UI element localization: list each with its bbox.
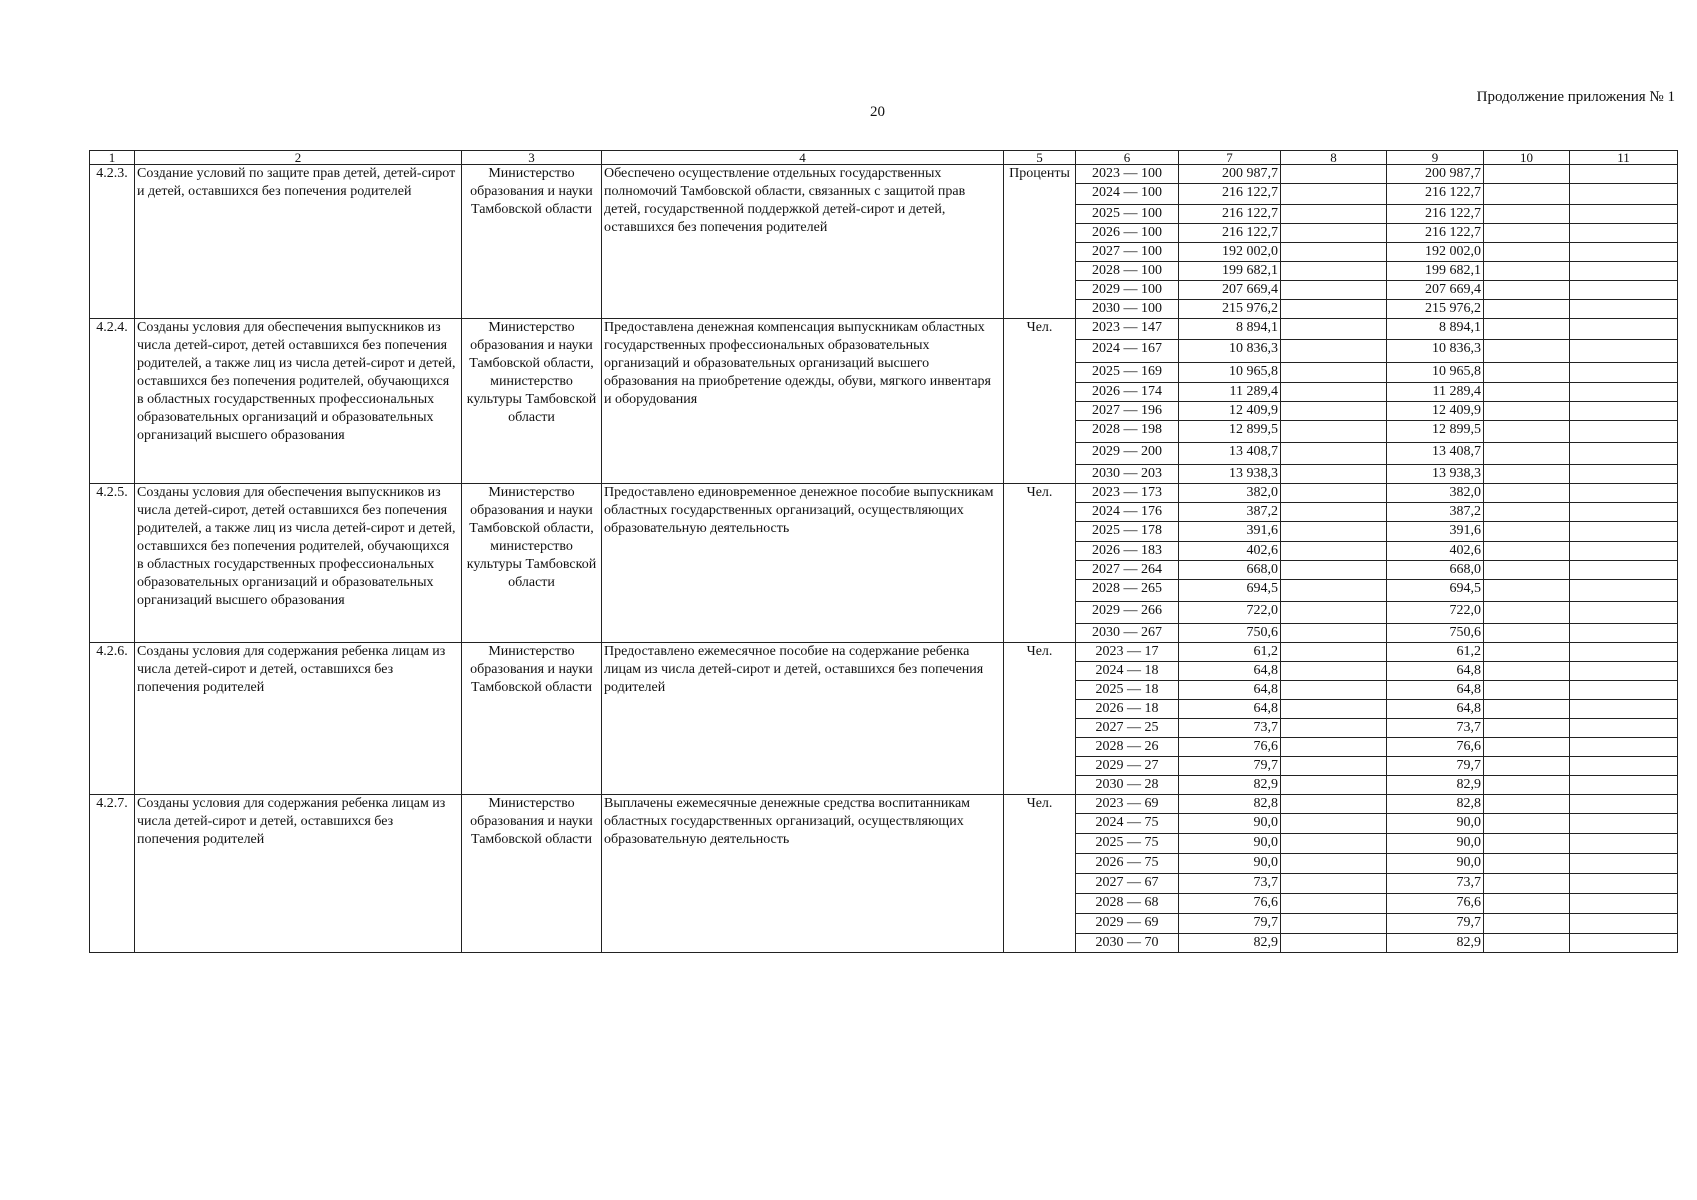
amount-col-11 xyxy=(1570,894,1678,914)
measure-result: Предоставлено ежемесячное пособие на содержание ребенка лицам из числа детей-сирот и детей, оставшихся без попечения родителей xyxy=(602,643,1004,795)
amount-col-11 xyxy=(1570,624,1678,643)
amount-col-11 xyxy=(1570,262,1678,281)
amount-col-11 xyxy=(1570,165,1678,184)
target-year-value: 2029 — 27 xyxy=(1076,757,1179,776)
amount-col-7: 61,2 xyxy=(1179,643,1281,662)
measure-name: Созданы условия для содержания ребенка лицам из числа детей-сирот и детей, оставшихся без попечения родителей xyxy=(135,643,462,795)
target-year-value: 2030 — 28 xyxy=(1076,776,1179,795)
target-year-value: 2024 — 18 xyxy=(1076,662,1179,681)
amount-col-11 xyxy=(1570,874,1678,894)
amount-col-11 xyxy=(1570,363,1678,383)
responsible-executor: Министерство образования и науки Тамбовской области xyxy=(462,643,602,795)
amount-col-10 xyxy=(1484,757,1570,776)
amount-col-11 xyxy=(1570,934,1678,953)
amount-col-7: 13 938,3 xyxy=(1179,465,1281,484)
amount-col-8 xyxy=(1281,402,1387,421)
amount-col-10 xyxy=(1484,363,1570,383)
amount-col-8 xyxy=(1281,894,1387,914)
measure-result: Предоставлено единовременное денежное пособие выпускникам областных государственных организаций, осуществляющих образовательную деятельность xyxy=(602,484,1004,643)
amount-col-11 xyxy=(1570,580,1678,602)
responsible-executor: Министерство образования и науки Тамбовской области, министерство культуры Тамбовской области xyxy=(462,484,602,643)
amount-col-7: 73,7 xyxy=(1179,874,1281,894)
target-year-value: 2026 — 100 xyxy=(1076,224,1179,243)
table-row xyxy=(90,795,1678,814)
appendix-continuation-label: Продолжение приложения № 1 xyxy=(1476,89,1675,105)
amount-col-9: 12 409,9 xyxy=(1387,402,1484,421)
unit-of-measure: Чел. xyxy=(1004,795,1076,953)
amount-col-9: 79,7 xyxy=(1387,914,1484,934)
amount-col-9: 79,7 xyxy=(1387,757,1484,776)
amount-col-7: 73,7 xyxy=(1179,719,1281,738)
measure-result: Обеспечено осуществление отдельных государственных полномочий Тамбовской области, связанных с защитой прав детей, государственной поддержкой детей-сирот и детей, оставшихся без попечения родителей xyxy=(602,165,1004,319)
target-year-value: 2028 — 198 xyxy=(1076,421,1179,443)
target-year-value: 2023 — 69 xyxy=(1076,795,1179,814)
target-year-value: 2024 — 100 xyxy=(1076,184,1179,205)
amount-col-9: 10 965,8 xyxy=(1387,363,1484,383)
target-year-value: 2026 — 183 xyxy=(1076,542,1179,561)
amount-col-11 xyxy=(1570,542,1678,561)
target-year-value: 2024 — 75 xyxy=(1076,814,1179,834)
amount-col-10 xyxy=(1484,402,1570,421)
amount-col-7: 10 836,3 xyxy=(1179,340,1281,363)
measure-name: Созданы условия для содержания ребенка лицам из числа детей-сирот и детей, оставшихся без попечения родителей xyxy=(135,795,462,953)
amount-col-8 xyxy=(1281,662,1387,681)
amount-col-8 xyxy=(1281,503,1387,522)
amount-col-10 xyxy=(1484,854,1570,874)
amount-col-8 xyxy=(1281,281,1387,300)
column-header-6: 6 xyxy=(1076,151,1179,165)
target-year-value: 2023 — 173 xyxy=(1076,484,1179,503)
amount-col-8 xyxy=(1281,319,1387,340)
amount-col-8 xyxy=(1281,522,1387,542)
amount-col-11 xyxy=(1570,854,1678,874)
amount-col-11 xyxy=(1570,719,1678,738)
amount-col-7: 8 894,1 xyxy=(1179,319,1281,340)
amount-col-11 xyxy=(1570,184,1678,205)
amount-col-8 xyxy=(1281,243,1387,262)
amount-col-8 xyxy=(1281,934,1387,953)
amount-col-11 xyxy=(1570,602,1678,624)
amount-col-11 xyxy=(1570,484,1678,503)
amount-col-10 xyxy=(1484,914,1570,934)
unit-of-measure: Чел. xyxy=(1004,484,1076,643)
amount-col-8 xyxy=(1281,300,1387,319)
amount-col-11 xyxy=(1570,738,1678,757)
amount-col-9: 76,6 xyxy=(1387,738,1484,757)
target-year-value: 2027 — 196 xyxy=(1076,402,1179,421)
target-year-value: 2024 — 167 xyxy=(1076,340,1179,363)
amount-col-11 xyxy=(1570,224,1678,243)
amount-col-8 xyxy=(1281,834,1387,854)
amount-col-7: 90,0 xyxy=(1179,854,1281,874)
measure-result: Предоставлена денежная компенсация выпускникам областных государственных профессиональных образовательных организаций и образовательных организаций высшего образования на приобретение одежды, обуви, мягкого инвентаря и оборудования xyxy=(602,319,1004,484)
unit-of-measure: Проценты xyxy=(1004,165,1076,319)
table-row xyxy=(90,165,1678,184)
amount-col-10 xyxy=(1484,643,1570,662)
amount-col-9: 216 122,7 xyxy=(1387,224,1484,243)
amount-col-8 xyxy=(1281,795,1387,814)
amount-col-7: 79,7 xyxy=(1179,757,1281,776)
amount-col-8 xyxy=(1281,624,1387,643)
target-year-value: 2025 — 178 xyxy=(1076,522,1179,542)
amount-col-8 xyxy=(1281,602,1387,624)
measure-name: Созданы условия для обеспечения выпускников из числа детей-сирот, детей оставшихся без попечения родителей, а также лиц из числа детей-сирот и детей, оставшихся без попечения родителей, обучающихся в областных государственных профессиональных образовательных организаций и образовательных организаций высшего образования xyxy=(135,484,462,643)
amount-col-11 xyxy=(1570,776,1678,795)
amount-col-10 xyxy=(1484,700,1570,719)
amount-col-9: 73,7 xyxy=(1387,719,1484,738)
amount-col-10 xyxy=(1484,795,1570,814)
unit-of-measure: Чел. xyxy=(1004,319,1076,484)
amount-col-9: 668,0 xyxy=(1387,561,1484,580)
responsible-executor: Министерство образования и науки Тамбовской области, министерство культуры Тамбовской области xyxy=(462,319,602,484)
table-row xyxy=(90,643,1678,662)
amount-col-8 xyxy=(1281,580,1387,602)
amount-col-7: 76,6 xyxy=(1179,894,1281,914)
amount-col-11 xyxy=(1570,814,1678,834)
amount-col-11 xyxy=(1570,643,1678,662)
amount-col-9: 90,0 xyxy=(1387,854,1484,874)
amount-col-9: 12 899,5 xyxy=(1387,421,1484,443)
amount-col-8 xyxy=(1281,465,1387,484)
amount-col-8 xyxy=(1281,561,1387,580)
amount-col-9: 402,6 xyxy=(1387,542,1484,561)
amount-col-10 xyxy=(1484,281,1570,300)
measure-code: 4.2.4. xyxy=(90,319,135,484)
amount-col-8 xyxy=(1281,700,1387,719)
amount-col-10 xyxy=(1484,561,1570,580)
amount-col-7: 76,6 xyxy=(1179,738,1281,757)
column-header-5: 5 xyxy=(1004,151,1076,165)
amount-col-7: 216 122,7 xyxy=(1179,184,1281,205)
amount-col-8 xyxy=(1281,421,1387,443)
amount-col-7: 382,0 xyxy=(1179,484,1281,503)
target-year-value: 2025 — 169 xyxy=(1076,363,1179,383)
amount-col-10 xyxy=(1484,662,1570,681)
amount-col-8 xyxy=(1281,484,1387,503)
column-header-8: 8 xyxy=(1281,151,1387,165)
target-year-value: 2025 — 100 xyxy=(1076,205,1179,224)
amount-col-10 xyxy=(1484,262,1570,281)
amount-col-7: 10 965,8 xyxy=(1179,363,1281,383)
target-year-value: 2027 — 25 xyxy=(1076,719,1179,738)
amount-col-10 xyxy=(1484,738,1570,757)
amount-col-8 xyxy=(1281,383,1387,402)
amount-col-9: 64,8 xyxy=(1387,662,1484,681)
amount-col-8 xyxy=(1281,165,1387,184)
amount-col-8 xyxy=(1281,205,1387,224)
amount-col-9: 216 122,7 xyxy=(1387,205,1484,224)
amount-col-11 xyxy=(1570,757,1678,776)
amount-col-11 xyxy=(1570,443,1678,465)
amount-col-10 xyxy=(1484,624,1570,643)
column-header-11: 11 xyxy=(1570,151,1678,165)
amount-col-7: 722,0 xyxy=(1179,602,1281,624)
amount-col-11 xyxy=(1570,243,1678,262)
amount-col-7: 64,8 xyxy=(1179,700,1281,719)
amount-col-10 xyxy=(1484,681,1570,700)
amount-col-11 xyxy=(1570,914,1678,934)
amount-col-7: 12 409,9 xyxy=(1179,402,1281,421)
amount-col-11 xyxy=(1570,522,1678,542)
target-year-value: 2025 — 18 xyxy=(1076,681,1179,700)
target-year-value: 2029 — 200 xyxy=(1076,443,1179,465)
column-header-3: 3 xyxy=(462,151,602,165)
amount-col-11 xyxy=(1570,834,1678,854)
column-header-1: 1 xyxy=(90,151,135,165)
page-number: 20 xyxy=(870,104,885,120)
amount-col-10 xyxy=(1484,580,1570,602)
amount-col-11 xyxy=(1570,503,1678,522)
amount-col-11 xyxy=(1570,421,1678,443)
target-year-value: 2026 — 174 xyxy=(1076,383,1179,402)
target-year-value: 2025 — 75 xyxy=(1076,834,1179,854)
amount-col-10 xyxy=(1484,602,1570,624)
amount-col-10 xyxy=(1484,894,1570,914)
amount-col-10 xyxy=(1484,484,1570,503)
amount-col-10 xyxy=(1484,184,1570,205)
amount-col-7: 694,5 xyxy=(1179,580,1281,602)
amount-col-8 xyxy=(1281,814,1387,834)
target-year-value: 2026 — 75 xyxy=(1076,854,1179,874)
amount-col-10 xyxy=(1484,465,1570,484)
amount-col-8 xyxy=(1281,363,1387,383)
column-header-4: 4 xyxy=(602,151,1004,165)
amount-col-8 xyxy=(1281,184,1387,205)
amount-col-10 xyxy=(1484,522,1570,542)
amount-col-11 xyxy=(1570,700,1678,719)
amount-col-7: 391,6 xyxy=(1179,522,1281,542)
amount-col-10 xyxy=(1484,934,1570,953)
amount-col-7: 82,9 xyxy=(1179,776,1281,795)
amount-col-10 xyxy=(1484,224,1570,243)
amount-col-10 xyxy=(1484,542,1570,561)
amount-col-8 xyxy=(1281,738,1387,757)
amount-col-9: 8 894,1 xyxy=(1387,319,1484,340)
amount-col-10 xyxy=(1484,383,1570,402)
table-body xyxy=(90,151,1678,953)
table-row xyxy=(90,319,1678,340)
amount-col-8 xyxy=(1281,874,1387,894)
column-header-7: 7 xyxy=(1179,151,1281,165)
amount-col-11 xyxy=(1570,281,1678,300)
amount-col-11 xyxy=(1570,319,1678,340)
amount-col-9: 215 976,2 xyxy=(1387,300,1484,319)
amount-col-11 xyxy=(1570,795,1678,814)
amount-col-7: 82,8 xyxy=(1179,795,1281,814)
amount-col-7: 199 682,1 xyxy=(1179,262,1281,281)
amount-col-9: 13 938,3 xyxy=(1387,465,1484,484)
amount-col-9: 11 289,4 xyxy=(1387,383,1484,402)
amount-col-10 xyxy=(1484,503,1570,522)
amount-col-7: 64,8 xyxy=(1179,681,1281,700)
target-year-value: 2024 — 176 xyxy=(1076,503,1179,522)
target-year-value: 2029 — 266 xyxy=(1076,602,1179,624)
amount-col-11 xyxy=(1570,662,1678,681)
target-year-value: 2028 — 68 xyxy=(1076,894,1179,914)
amount-col-9: 73,7 xyxy=(1387,874,1484,894)
amount-col-10 xyxy=(1484,243,1570,262)
target-year-value: 2023 — 147 xyxy=(1076,319,1179,340)
amount-col-9: 61,2 xyxy=(1387,643,1484,662)
amount-col-10 xyxy=(1484,421,1570,443)
responsible-executor: Министерство образования и науки Тамбовской области xyxy=(462,165,602,319)
amount-col-7: 215 976,2 xyxy=(1179,300,1281,319)
amount-col-11 xyxy=(1570,681,1678,700)
amount-col-9: 387,2 xyxy=(1387,503,1484,522)
amount-col-9: 391,6 xyxy=(1387,522,1484,542)
amount-col-7: 79,7 xyxy=(1179,914,1281,934)
target-year-value: 2027 — 264 xyxy=(1076,561,1179,580)
target-year-value: 2030 — 203 xyxy=(1076,465,1179,484)
amount-col-7: 387,2 xyxy=(1179,503,1281,522)
amount-col-10 xyxy=(1484,834,1570,854)
amount-col-9: 216 122,7 xyxy=(1387,184,1484,205)
measure-code: 4.2.6. xyxy=(90,643,135,795)
target-year-value: 2023 — 17 xyxy=(1076,643,1179,662)
amount-col-9: 82,8 xyxy=(1387,795,1484,814)
amount-col-10 xyxy=(1484,340,1570,363)
amount-col-8 xyxy=(1281,757,1387,776)
amount-col-9: 200 987,7 xyxy=(1387,165,1484,184)
amount-col-10 xyxy=(1484,205,1570,224)
amount-col-7: 750,6 xyxy=(1179,624,1281,643)
target-year-value: 2023 — 100 xyxy=(1076,165,1179,184)
target-year-value: 2028 — 100 xyxy=(1076,262,1179,281)
column-number-header xyxy=(90,151,1678,165)
measure-name: Созданы условия для обеспечения выпускников из числа детей-сирот, детей оставшихся без попечения родителей, а также лиц из числа детей-сирот и детей, оставшихся без попечения родителей, обучающихся в областных государственных профессиональных образовательных организаций и образовательных организаций высшего образования xyxy=(135,319,462,484)
amount-col-11 xyxy=(1570,300,1678,319)
amount-col-9: 64,8 xyxy=(1387,681,1484,700)
amount-col-9: 382,0 xyxy=(1387,484,1484,503)
amount-col-7: 90,0 xyxy=(1179,814,1281,834)
amount-col-8 xyxy=(1281,443,1387,465)
target-year-value: 2029 — 69 xyxy=(1076,914,1179,934)
amount-col-11 xyxy=(1570,205,1678,224)
amount-col-7: 216 122,7 xyxy=(1179,224,1281,243)
amount-col-7: 12 899,5 xyxy=(1179,421,1281,443)
target-year-value: 2028 — 26 xyxy=(1076,738,1179,757)
amount-col-9: 76,6 xyxy=(1387,894,1484,914)
unit-of-measure: Чел. xyxy=(1004,643,1076,795)
amount-col-8 xyxy=(1281,914,1387,934)
amount-col-9: 694,5 xyxy=(1387,580,1484,602)
amount-col-7: 402,6 xyxy=(1179,542,1281,561)
measure-name: Создание условий по защите прав детей, детей-сирот и детей, оставшихся без попечения родителей xyxy=(135,165,462,319)
amount-col-9: 82,9 xyxy=(1387,776,1484,795)
amount-col-10 xyxy=(1484,776,1570,795)
amount-col-9: 90,0 xyxy=(1387,834,1484,854)
amount-col-8 xyxy=(1281,776,1387,795)
amount-col-9: 750,6 xyxy=(1387,624,1484,643)
amount-col-7: 11 289,4 xyxy=(1179,383,1281,402)
program-measures-table xyxy=(89,150,1678,953)
amount-col-9: 82,9 xyxy=(1387,934,1484,953)
amount-col-7: 64,8 xyxy=(1179,662,1281,681)
target-year-value: 2027 — 100 xyxy=(1076,243,1179,262)
column-header-10: 10 xyxy=(1484,151,1570,165)
measure-code: 4.2.7. xyxy=(90,795,135,953)
measure-result: Выплачены ежемесячные денежные средства воспитанникам областных государственных организаций, осуществляющих образовательную деятельность xyxy=(602,795,1004,953)
amount-col-9: 10 836,3 xyxy=(1387,340,1484,363)
amount-col-7: 13 408,7 xyxy=(1179,443,1281,465)
amount-col-7: 216 122,7 xyxy=(1179,205,1281,224)
amount-col-8 xyxy=(1281,854,1387,874)
measure-code: 4.2.5. xyxy=(90,484,135,643)
amount-col-8 xyxy=(1281,340,1387,363)
column-header-2: 2 xyxy=(135,151,462,165)
target-year-value: 2030 — 100 xyxy=(1076,300,1179,319)
amount-col-7: 82,9 xyxy=(1179,934,1281,953)
amount-col-10 xyxy=(1484,319,1570,340)
target-year-value: 2028 — 265 xyxy=(1076,580,1179,602)
amount-col-11 xyxy=(1570,340,1678,363)
amount-col-9: 13 408,7 xyxy=(1387,443,1484,465)
amount-col-11 xyxy=(1570,402,1678,421)
amount-col-8 xyxy=(1281,681,1387,700)
amount-col-7: 90,0 xyxy=(1179,834,1281,854)
amount-col-10 xyxy=(1484,300,1570,319)
amount-col-9: 722,0 xyxy=(1387,602,1484,624)
amount-col-9: 207 669,4 xyxy=(1387,281,1484,300)
amount-col-7: 668,0 xyxy=(1179,561,1281,580)
amount-col-10 xyxy=(1484,814,1570,834)
responsible-executor: Министерство образования и науки Тамбовской области xyxy=(462,795,602,953)
amount-col-8 xyxy=(1281,719,1387,738)
amount-col-8 xyxy=(1281,643,1387,662)
amount-col-9: 90,0 xyxy=(1387,814,1484,834)
amount-col-7: 207 669,4 xyxy=(1179,281,1281,300)
amount-col-10 xyxy=(1484,165,1570,184)
target-year-value: 2029 — 100 xyxy=(1076,281,1179,300)
amount-col-8 xyxy=(1281,542,1387,561)
amount-col-7: 200 987,7 xyxy=(1179,165,1281,184)
amount-col-10 xyxy=(1484,874,1570,894)
amount-col-9: 199 682,1 xyxy=(1387,262,1484,281)
amount-col-8 xyxy=(1281,224,1387,243)
target-year-value: 2030 — 70 xyxy=(1076,934,1179,953)
target-year-value: 2026 — 18 xyxy=(1076,700,1179,719)
amount-col-7: 192 002,0 xyxy=(1179,243,1281,262)
table-row xyxy=(90,484,1678,503)
measure-code: 4.2.3. xyxy=(90,165,135,319)
column-header-9: 9 xyxy=(1387,151,1484,165)
target-year-value: 2027 — 67 xyxy=(1076,874,1179,894)
amount-col-10 xyxy=(1484,719,1570,738)
amount-col-10 xyxy=(1484,443,1570,465)
amount-col-8 xyxy=(1281,262,1387,281)
amount-col-11 xyxy=(1570,383,1678,402)
amount-col-9: 192 002,0 xyxy=(1387,243,1484,262)
target-year-value: 2030 — 267 xyxy=(1076,624,1179,643)
amount-col-11 xyxy=(1570,465,1678,484)
amount-col-11 xyxy=(1570,561,1678,580)
amount-col-9: 64,8 xyxy=(1387,700,1484,719)
